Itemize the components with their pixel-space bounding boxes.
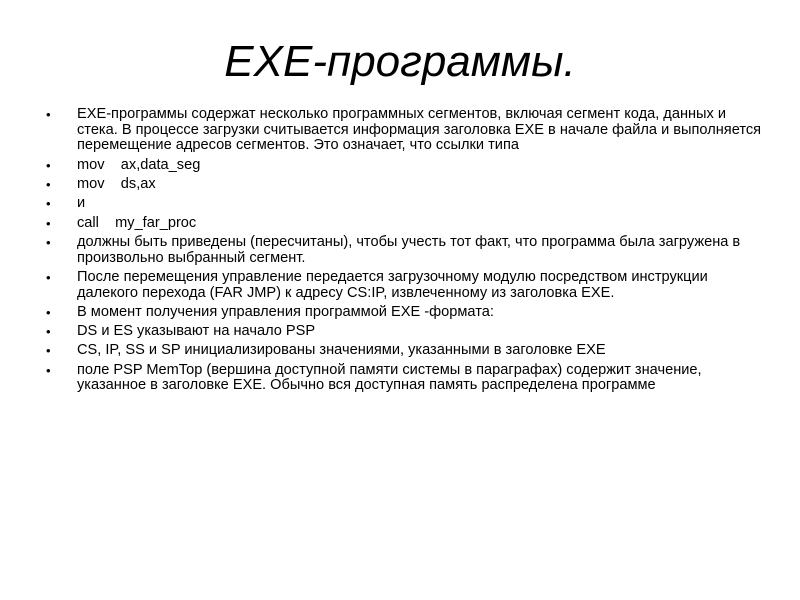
bullet-list	[45, 107, 770, 398]
bullet-text: В момент получения управления программой EXE -формата:	[77, 303, 494, 320]
bullet-text: call my_far_proc	[77, 214, 197, 231]
bullet-text: CS, IP, SS и SP инициализированы значениями, указанными в заголовке EXE	[77, 342, 606, 359]
list-item	[45, 177, 770, 193]
bullet-text: должны быть приведены (пересчитаны), чтобы учесть тот факт, что программа была загружена в произвольно выбранный сегмент.	[77, 233, 741, 266]
bullet-icon: •	[46, 324, 51, 340]
list-item	[45, 363, 770, 394]
list-item	[45, 270, 770, 301]
list-item	[45, 343, 770, 359]
bullet-icon: •	[46, 304, 51, 320]
bullet-text: mov ds,ax	[77, 176, 156, 192]
bullet-text: DS и ES указывают на начало PSP	[77, 323, 316, 340]
list-item	[45, 305, 770, 321]
list-item	[45, 324, 770, 340]
bullet-text: EXE-программы содержат несколько программных сегментов, включая сегмент кода, данных и стека. В процессе загрузки считывается информация заголовка EXE в начале файла и выполняется перемещение адресов сегментов. Это означает, что ссылки типа	[77, 106, 762, 154]
list-item	[45, 196, 770, 212]
bullet-icon: •	[46, 362, 51, 378]
bullet-text: поле PSP MemTop (вершина доступной памяти системы в параграфах) содержит значение, указанное в заголовке EXE. Обычно вся доступная память распределена программе	[77, 361, 702, 394]
slide-title: EXE-программы.	[224, 37, 576, 86]
bullet-text: и	[77, 195, 86, 212]
list-item	[45, 158, 770, 174]
bullet-text: После перемещения управление передается загрузочному модулю посредством инструкции далекого перехода (FAR JMP) к адресу CS:IP, извлеченному из заголовка EXE.	[77, 268, 708, 301]
list-item	[45, 107, 770, 154]
bullet-icon: •	[46, 196, 51, 212]
bullet-icon: •	[46, 234, 51, 250]
bullet-icon: •	[46, 177, 51, 192]
bullet-icon: •	[46, 157, 51, 173]
bullet-icon: •	[46, 269, 51, 285]
bullet-icon: •	[46, 343, 51, 359]
bullet-icon: •	[46, 107, 51, 122]
bullet-icon: •	[46, 215, 51, 231]
list-item	[45, 216, 770, 232]
bullet-text: mov ax,data_seg	[77, 156, 201, 173]
list-item	[45, 235, 770, 266]
